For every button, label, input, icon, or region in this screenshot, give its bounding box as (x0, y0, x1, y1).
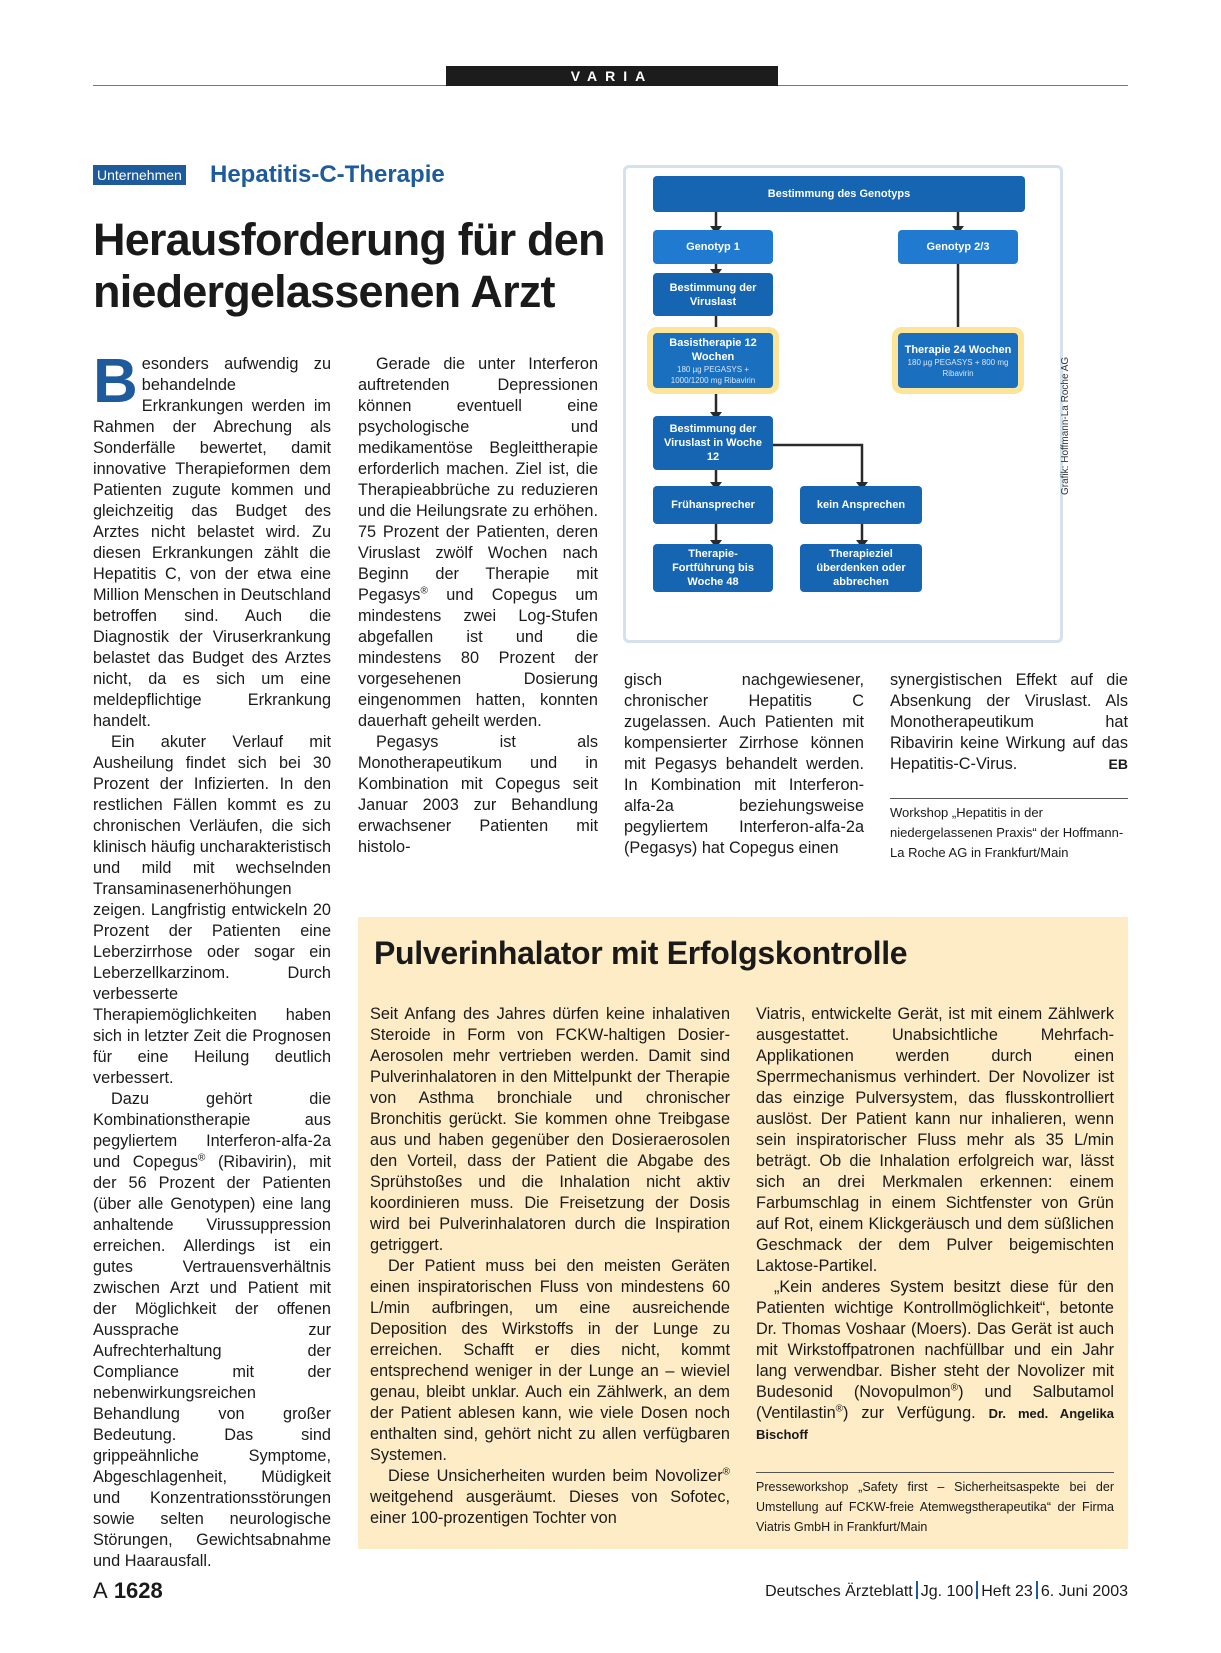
node-label: Bestimmung der Viruslast in Woche 12 (663, 423, 762, 463)
paragraph (93, 347, 332, 732)
box-column-1 (370, 1004, 730, 1529)
registered-mark: ® (420, 585, 428, 597)
node-label: Bestimmung der Viruslast (669, 281, 757, 308)
article-column-3 (624, 670, 864, 859)
graphic-credit: Grafik: Hoffmann-La Roche AG (1060, 356, 1071, 495)
headline: Herausforderung für den niedergelassenen Arzt (93, 214, 605, 317)
node-genotype-determination (653, 176, 1025, 212)
paragraph (93, 1089, 331, 1572)
separator (1036, 1581, 1038, 1599)
paragraph: Viatris, entwickelte Gerät, ist mit einem Zählwerk ausgestattet. Unabsichtliche Mehrfach-Applikationen werden durch einen Sperrmechanismus verhindert. Der Novolizer ist das einzige Pulversystem, das flusskontrolliert auslöst. Der Patient kann nur inhalieren, wenn sein inspiratorischer Fluss mehr als 35 L/min beträgt. Ob die Inhalation erfolgreich war, lässt sich an drei Merkmalen erkennen: einem Farbumschlag in einem Sichtfenster von Grün auf Rot, einem Klickgeräusch und dem süßlichen Geschmack der dem Pulver beigemischten Laktose-Partikel. (756, 1005, 1114, 1275)
node-viral-load-week-12 (653, 416, 773, 470)
issue: Heft 23 (981, 1583, 1033, 1600)
paragraph: Seit Anfang des Jahres dürfen keine inhalativen Steroide in Form von FCKW-haltigen Dosier-Aerosolen mehr vertrieben werden. Damit sind Pulverinhalatoren in den Mittelpunkt der Therapie von Asthma bronchiale und chronischer Bronchitis gerückt. Sie kommen ohne Treibgase aus und haben gegenüber den Dosieraerosolen den Vorteil, dass der Patient die Abgabe des Sprühstoßes und die Inhalation nicht aktiv koordinieren muss. Die Freisetzung der Dosis wird bei Pulverinhalatoren durch die Inspiration getriggert. (370, 1005, 730, 1254)
node-reconsider-therapy (800, 544, 922, 592)
paragraph-text: weitgehend ausgeräumt. Dieses von Sofotec, einer 100-prozentigen Tochter von (370, 1488, 730, 1527)
box-title: Pulverinhalator mit Erfolgskontrolle (374, 935, 908, 971)
registered-mark: ® (950, 1382, 959, 1394)
node-label: Therapie-Fortführung bis Woche 48 (672, 548, 754, 588)
box-author: Dr. med. Angelika Bischoff (756, 1406, 1114, 1442)
flowchart (623, 165, 1063, 643)
paragraph-text: und Copegus um mindestens zwei Log-Stufen abgefallen ist und die mindestens 80 Prozent der vorgesehenen Dosierung eingenommen hatten, konnten dauerhaft geheilt werden. (358, 586, 598, 730)
paragraph (370, 1466, 730, 1529)
paragraph (358, 354, 598, 732)
paragraph-text: Diese Unsicherheiten wurden beim Novolizer (388, 1467, 723, 1485)
node-dose: 180 µg PEGASYS + 1000/1200 mg Ribavirin (670, 364, 756, 385)
issue-date: 6. Juni 2003 (1040, 1583, 1128, 1600)
section-bar: VARIA (446, 66, 778, 86)
paragraph: gisch nachgewiesener, chronischer Hepatitis C zugelassen. Auch Patienten mit kompensierter Zirrhose können mit Pegasys behandelt werden. In Kombination mit Interferon-alfa-2a beziehungsweise pegyliertem Interferon-alfa-2a (Pegasys) hat Copegus einen (624, 671, 864, 857)
paragraph-text: ) zur Verfügung. (843, 1404, 989, 1422)
paragraph-text: synergistischen Effekt auf die Absenkung der Viruslast. Als Monotherapeutikum hat Ribavirin keine Wirkung auf das Hepatitis-C-Virus. (890, 671, 1128, 773)
paragraph: Der Patient muss bei den meisten Geräten einen inspiratorischen Fluss von mindestens 60 L/min aufbringen, um eine ausreichende Deposition des Wirkstoffs in der Lunge zu erreichen. Schafft er dies nicht, kommt entsprechend weniger in der Lunge an – wieviel genau, bleibt unklar. Auch ein Zählwerk, an dem der Patient ablesen kann, wie viele Dosen noch enthalten sind, gehört nicht zu allen verfügbaren Systemen. (370, 1257, 730, 1464)
dropcap: B (93, 347, 138, 416)
separator (976, 1581, 978, 1599)
registered-mark: ® (197, 1152, 206, 1164)
node-label: Frühansprecher (671, 499, 755, 511)
paragraph (756, 1277, 1114, 1445)
node-label: Therapieziel überdenken oder abbrechen (816, 548, 906, 588)
registered-mark: ® (722, 1466, 730, 1478)
node-viral-load (653, 273, 773, 316)
node-dose: 180 µg PEGASYS + 800 mg Ribavirin (907, 357, 1009, 378)
node-label: Genotyp 1 (686, 241, 740, 253)
note-rule (890, 798, 1128, 799)
paragraph-text: Dazu gehört die Kombinationstherapie aus pegyliertem Interferon-alfa-2a und Copegus (93, 1090, 331, 1171)
article-column-2 (358, 354, 598, 858)
author-initials: EB (1108, 756, 1128, 772)
paragraph (890, 670, 1128, 775)
separator (916, 1581, 918, 1599)
kicker-label: Unternehmen (93, 165, 186, 185)
source-note: Workshop „Hepatitis in der niedergelassenen Praxis“ der Hoffmann-La Roche AG in Frankfurt/Main (890, 805, 1124, 860)
note-rule (756, 1472, 1114, 1473)
paragraph-text: Gerade die unter Interferon auftretenden Depressionen können eventuell eine psychologische und medikamentöse Begleittherapie erforderlich machen. Ziel ist, die Therapieabbrüche zu reduzieren und die Heilungsrate zu erhöhen. 75 Prozent der Patienten, deren Viruslast zwölf Wochen nach Beginn der Therapie mit Pegasys (358, 355, 598, 604)
box-column-2 (756, 1004, 1114, 1445)
page-number (93, 1578, 163, 1604)
node-early-responder (653, 486, 773, 524)
connector (766, 445, 862, 486)
node-basic-therapy (653, 333, 773, 388)
registered-mark: ® (835, 1403, 844, 1415)
section-title: Hepatitis-C-Therapie (210, 161, 445, 188)
paragraph-text: esonders aufwendig zu behandelnde Erkrankungen werden im Rahmen der Abrechung als Sonderfälle bewertet, damit innovative Therapieformen dem Patienten zugute kommen und gleichzeitig das Budget des Arztes nicht belastet wird. Zu diesen Erkrankungen zählt die Hepatitis C, von der etwa eine Million Menschen in Deutschland betroffen sind. Auch die Diagnostik der Viruserkrankung belastet das Budget des Arztes nicht, da es sich um eine meldepflichtige Erkrankung handelt. (93, 355, 332, 730)
box-source-note: Presseworkshop „Safety first – Sicherheitsaspekte bei der Umstellung auf FCKW-freie Atemwegstherapeutika“ der Firma Viatris GmbH in Frankfurt/Main (756, 1480, 1114, 1534)
page-prefix: A (93, 1578, 108, 1603)
volume: Jg. 100 (920, 1583, 974, 1600)
node-therapy-24-weeks (898, 333, 1018, 388)
paragraph-text: „Kein anderes System besitzt diese für den Patienten wichtige Kontrollmöglichkeit“, betonte Dr. Thomas Voshaar (Moers). Das Gerät ist auch mit Wirkstoffpatronen nachfüllbar und ein Jahr lang verwendbar. Bisher steht der Novolizer mit Budesonid (Novopulmon (756, 1278, 1114, 1401)
paragraph-text: ) und Salbutamol (Ventilastin (756, 1383, 1114, 1422)
node-no-response (800, 486, 922, 524)
node-genotype-2-3 (898, 230, 1018, 264)
node-label: Bestimmung des Genotyps (767, 188, 911, 200)
node-label: Genotyp 2/3 (926, 241, 990, 253)
article-column-4 (890, 670, 1128, 775)
node-genotype-1 (653, 230, 773, 264)
article-column-1 (93, 347, 332, 1572)
node-therapy-continuation (653, 544, 773, 592)
paragraph: Ein akuter Verlauf mit Ausheilung findet sich bei 30 Prozent der Infizierten. In den restlichen Fällen kommt es zu chronischen Verläufen, die sich klinisch häufig uncharakteristisch und mild mit wechselnden Transaminasenerhöhungen zeigen. Langfristig entwickeln 20 Prozent der Patienten eine Leberzirrhose oder sogar ein Leberzellkarzinom. Durch verbesserte Therapiemöglichkeiten haben sich in letzter Zeit die Prognosen für eine Heilung deutlich verbessert. (93, 733, 332, 1087)
node-label: Basistherapie 12 Wochen (669, 336, 757, 363)
page-number-value: 1628 (113, 1578, 163, 1603)
node-label: kein Ansprechen (816, 499, 906, 511)
footer-citation (765, 1580, 1128, 1604)
node-label: Therapie 24 Wochen (904, 343, 1012, 356)
paragraph-text: (Ribavirin), mit der 56 Prozent der Patienten (über alle Genotypen) eine lang anhaltende Virussuppression erreichen. Allerdings ist ein gutes Vertrauensverhältnis zwischen Arzt und Patient mit der Möglichkeit der offenen Aussprache zur Aufrechterhaltung der Compliance mit der nebenwirkungsreichen Behandlung von großer Bedeutung. Das sind grippeähnliche Symptome, Abgeschlagenheit, Müdigkeit und Konzentrationsstörungen sowie selten neurologische Störungen, Gewichtsabnahme und Haarausfall. (93, 1153, 331, 1570)
journal-name: Deutsches Ärzteblatt (765, 1583, 913, 1600)
paragraph: Pegasys ist als Monotherapeutikum und in Kombination mit Copegus seit Januar 2003 zur Behandlung erwachsener Patienten mit histolo- (358, 733, 598, 856)
